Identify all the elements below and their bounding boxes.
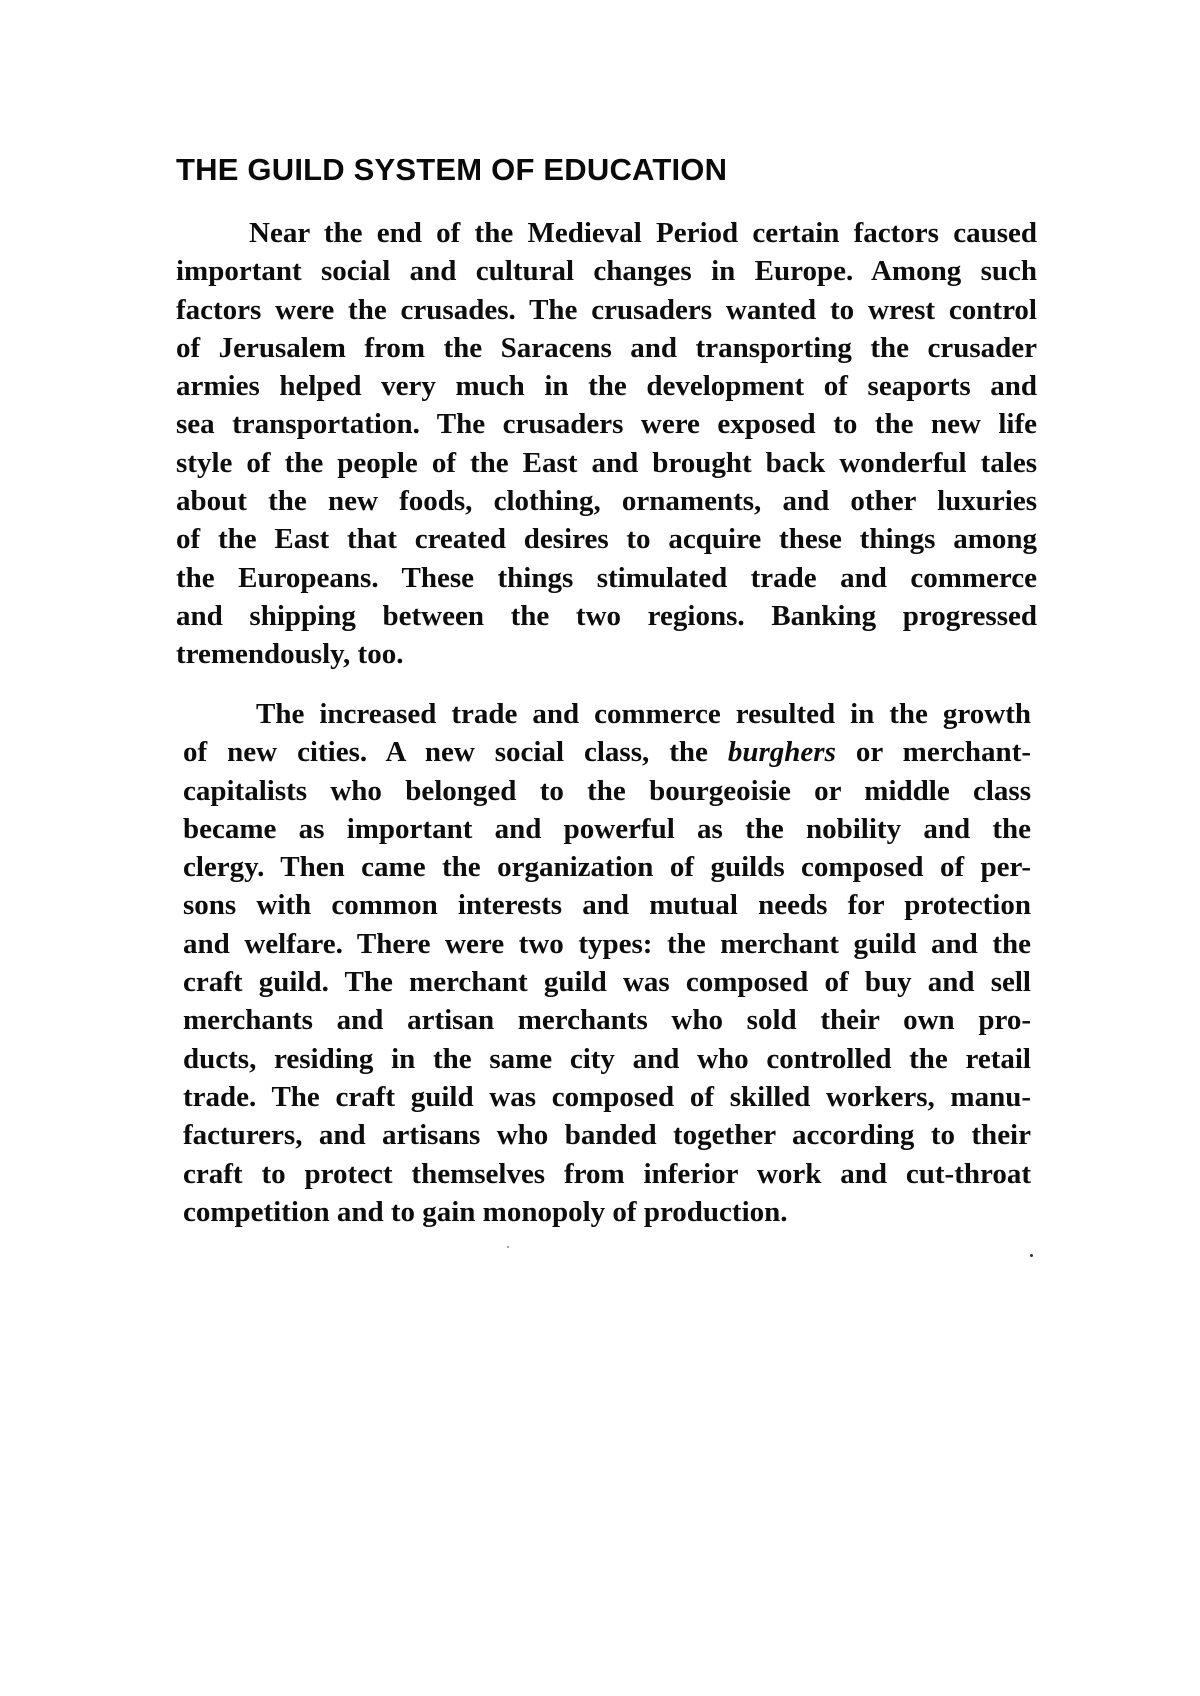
text-line: armies helped very much in the development of seaports and <box>176 370 1037 403</box>
text-line: facturers, and artisans who banded together according to their <box>183 1119 1031 1152</box>
text-line: of Jerusalem from the Saracens and transporting the crusader <box>176 331 1037 364</box>
text-line: factors were the crusades. The crusaders wanted to wrest control <box>176 293 1037 326</box>
text-line: craft to protect themselves from inferior work and cut-throat <box>183 1157 1031 1190</box>
text-line: and welfare. There were two types: the merchant guild and the <box>183 927 1031 960</box>
text-line: trade. The craft guild was composed of skilled workers, manu- <box>183 1080 1031 1113</box>
text-line: The increased trade and commerce resulted in the growth <box>256 698 1031 730</box>
text-line: ducts, residing in the same city and who controlled the retail <box>183 1042 1031 1075</box>
scan-speck <box>507 1246 509 1248</box>
text-line <box>183 733 1031 771</box>
text-line: about the new foods, clothing, ornaments, and other luxuries <box>176 485 1037 518</box>
text-line: the Europeans. These things stimulated trade and commerce <box>176 561 1037 594</box>
scan-speck <box>1030 1254 1033 1257</box>
text-line: capitalists who belonged to the bourgeoisie or middle class <box>183 774 1031 807</box>
paragraph-crusades <box>176 214 1037 674</box>
section-heading: THE GUILD SYSTEM OF EDUCATION <box>176 152 728 187</box>
text-line: merchants and artisan merchants who sold their own pro- <box>183 1004 1031 1037</box>
text-line: of the East that created desires to acquire these things among <box>176 523 1037 556</box>
paragraph-guilds <box>183 695 1031 1231</box>
emphasis-burghers: burghers <box>727 736 836 769</box>
text-line: sons with common interests and mutual needs for protection <box>183 889 1031 922</box>
text-line: important social and cultural changes in Europe. Among such <box>176 255 1037 288</box>
text-line: tremendously, too. <box>176 638 404 671</box>
text-line: competition and to gain monopoly of production. <box>183 1195 788 1228</box>
text-line: became as important and powerful as the nobility and the <box>183 812 1031 845</box>
text-run: or merchant- <box>835 736 1032 769</box>
text-run: of new cities. A new social class, the <box>183 736 728 769</box>
text-line: style of the people of the East and brought back wonderful tales <box>176 446 1037 479</box>
text-line: sea transportation. The crusaders were exposed to the new life <box>176 408 1037 441</box>
text-line: and shipping between the two regions. Banking progressed <box>176 599 1037 632</box>
text-line: clergy. Then came the organization of guilds composed of per- <box>183 851 1031 884</box>
text-line: Near the end of the Medieval Period certain factors caused <box>249 217 1037 249</box>
text-line: craft guild. The merchant guild was composed of buy and sell <box>183 966 1031 999</box>
